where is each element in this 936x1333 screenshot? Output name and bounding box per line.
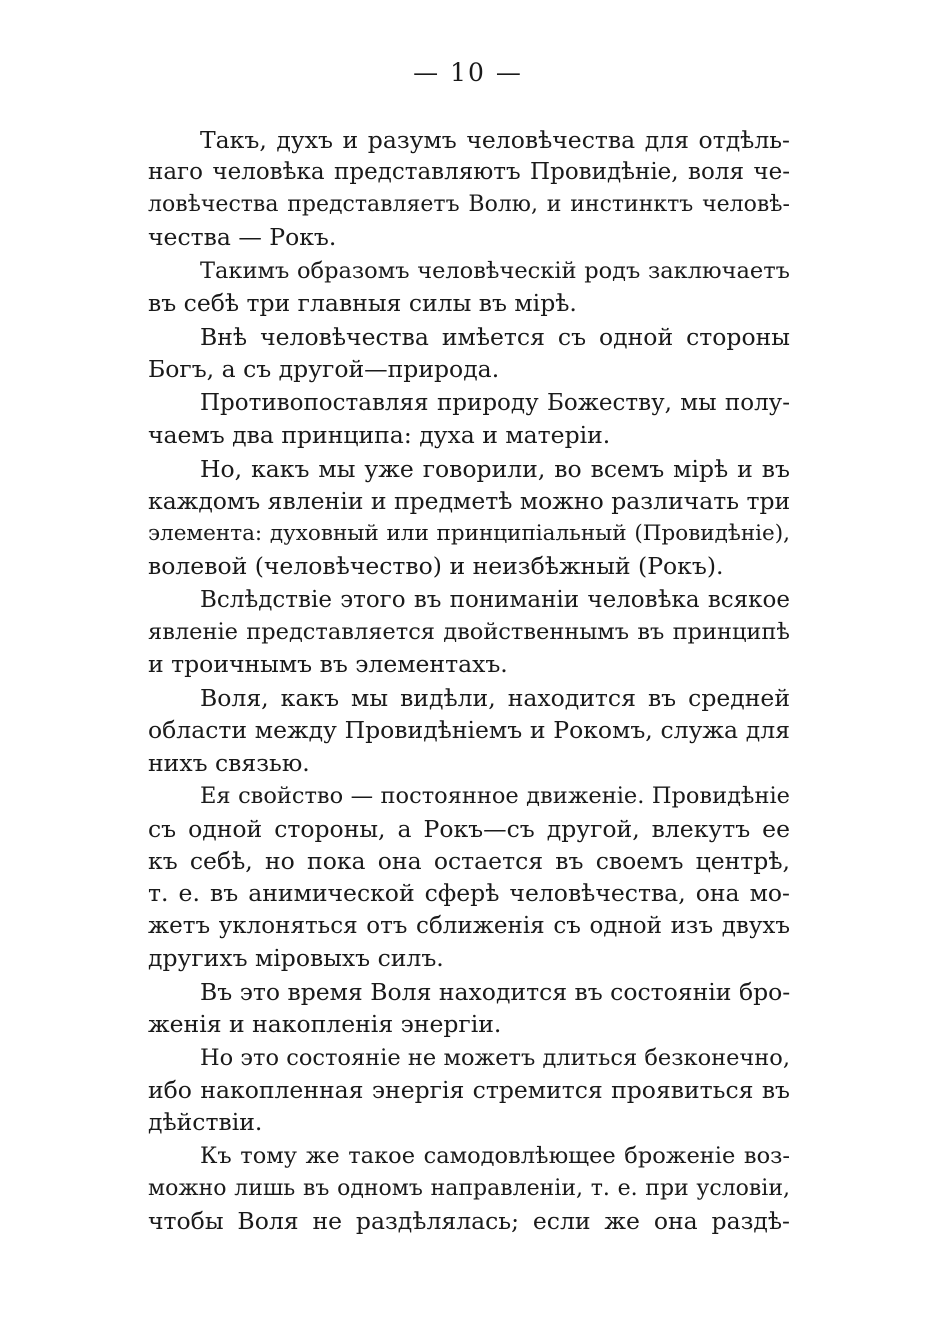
text-line: въ себѣ три главныя силы въ мірѣ. — [148, 288, 577, 317]
text-line: Внѣ человѣчества имѣется съ одной стороны — [200, 322, 790, 351]
text-line: чества — Рокъ. — [148, 222, 337, 251]
paragraph — [148, 453, 790, 582]
text-line: волевой (человѣчество) и неизбѣжный (Рокъ). — [148, 551, 724, 580]
text-line: ибо накопленная энергія стремится проявиться въ — [148, 1076, 790, 1105]
text-line: Такимъ образомъ человѣческій родъ заключаетъ — [200, 257, 790, 284]
text-line: Богъ, а съ другой—природа. — [148, 355, 500, 384]
text-line: жетъ уклоняться отъ сближенія съ одной изъ двухъ — [148, 912, 790, 939]
page-number: — 10 — — [413, 58, 523, 87]
text-line: Но это состояніе не можетъ длиться безконечно, — [200, 1044, 790, 1071]
text-line: и троичнымъ въ элементахъ. — [148, 650, 508, 679]
text-line: явленіе представляется двойственнымъ въ принципѣ — [148, 618, 790, 645]
text-line: каждомъ явленіи и предметѣ можно различать три — [148, 487, 790, 516]
paragraph — [148, 584, 790, 681]
paragraph — [148, 1042, 790, 1139]
text-line: съ одной стороны, а Рокъ—съ другой, влекутъ ее — [148, 814, 790, 843]
paragraph — [148, 321, 790, 386]
text-line: Воля, какъ мы видѣли, находится въ средней — [200, 684, 790, 713]
text-line: элемента: духовный или принципіальный (Провидѣніе), — [148, 520, 790, 546]
paragraph — [148, 682, 790, 779]
text-line: чтобы Воля не раздѣлялась; если же она раздѣ- — [148, 1206, 790, 1235]
text-line: Такъ, духъ и разумъ человѣчества для отдѣль- — [200, 126, 790, 154]
text-line: Но, какъ мы уже говорили, во всемъ мірѣ и въ — [200, 454, 790, 483]
text-line: можно лишь въ одномъ направленіи, т. е. при условіи, — [148, 1175, 790, 1201]
text-line: Противопоставляя природу Божеству, мы полу- — [200, 389, 790, 416]
text-line: ловѣчества представляетъ Волю, и инстинктъ человѣ- — [148, 191, 790, 217]
text-line: Ея свойство — постоянное движеніе. Провидѣніе — [200, 783, 790, 810]
paragraph — [148, 124, 790, 253]
text-line: Въ это время Воля находится въ состояніи бро- — [200, 977, 790, 1006]
text-line: дѣйствіи. — [148, 1108, 263, 1137]
body-text — [148, 124, 790, 1237]
text-line: нихъ связью. — [148, 748, 310, 777]
text-line: Вслѣдствіе этого въ пониманіи человѣка всякое — [200, 586, 790, 613]
text-line: т. е. въ анимической сферѣ человѣчества, она мо- — [148, 879, 790, 908]
paragraph — [148, 255, 790, 320]
paragraph — [148, 976, 790, 1041]
paragraph — [148, 1140, 790, 1237]
text-line: наго человѣка представляютъ Провидѣніе, воля че- — [148, 159, 790, 186]
text-line: къ себѣ, но пока она остается въ своемъ центрѣ, — [148, 847, 790, 876]
text-line: области между Провидѣніемъ и Рокомъ, служа для — [148, 716, 790, 745]
text-line: Къ тому же такое самодовлѣющее броженіе воз- — [200, 1143, 790, 1170]
paragraph — [148, 387, 790, 452]
text-line: другихъ міровыхъ силъ. — [148, 943, 444, 972]
paragraph — [148, 780, 790, 974]
text-line: женія и накопленія энергіи. — [148, 1010, 502, 1039]
text-line: чаемъ два принципа: духа и матеріи. — [148, 421, 611, 450]
